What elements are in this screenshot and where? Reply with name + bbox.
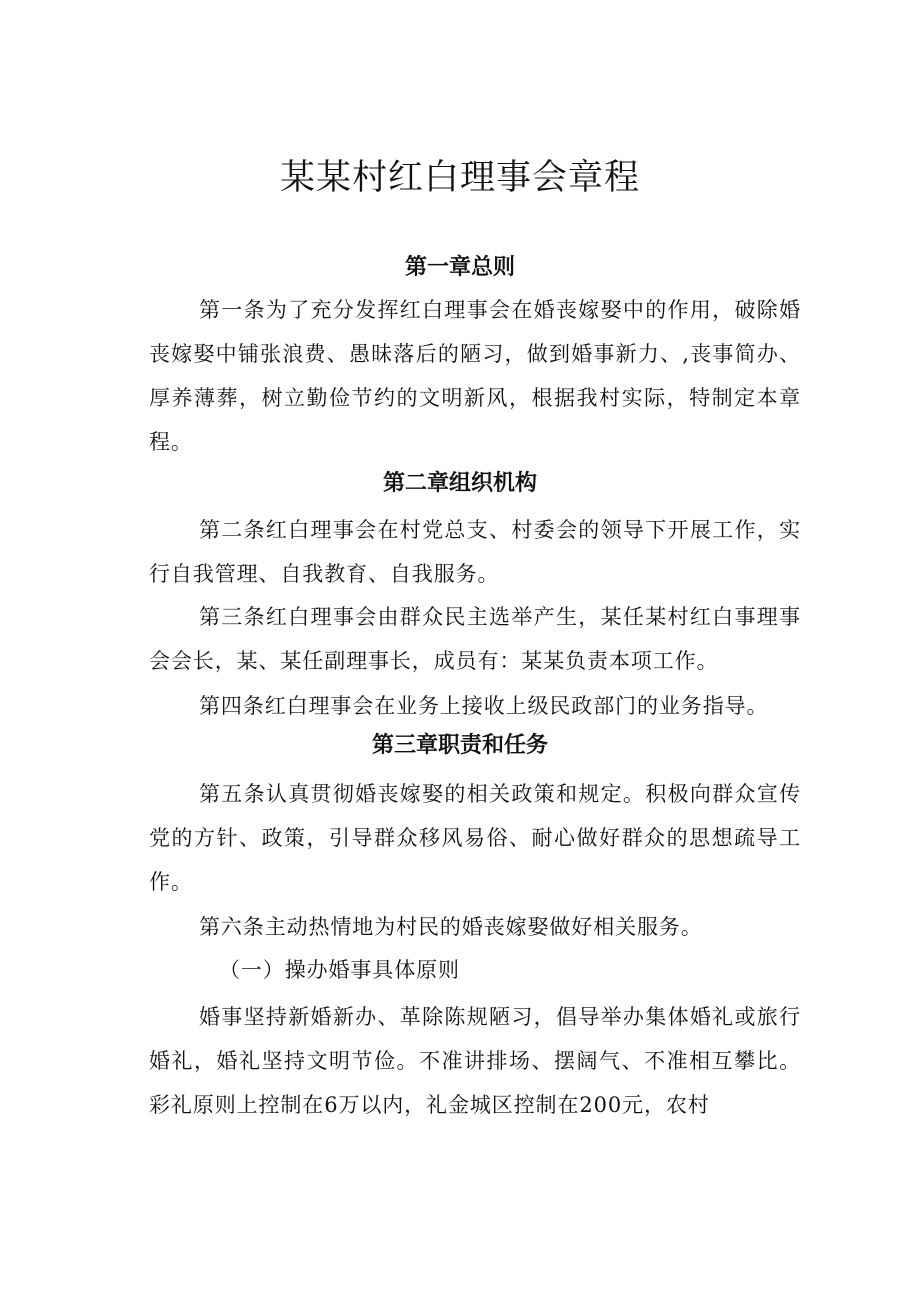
article-5: 第五条认真贯彻婚丧嫁娶的相关政策和规定。积极向群众宣传党的方针、政策，引导群众移风易俗、耐心做好群众的思想疏导工作。 — [149, 782, 801, 894]
article-1: 第一条为了充分发挥红白理事会在婚丧嫁娶中的作用，破除婚丧嫁娶中铺张浪费、愚昧落后的陋习，做到婚事新力、,丧事简办、厚养薄葬，树立勤俭节约的文明新风，根据我村实际，特制定本章程。 — [149, 298, 801, 454]
article-6: 第六条主动热情地为村民的婚丧嫁娶做好相关服务。 — [199, 915, 703, 939]
article-4: 第四条红白理事会在业务上接收上级民政部门的业务指导。 — [199, 694, 769, 718]
document-title: 某某村红白理事会章程 — [279, 158, 640, 198]
chapter-heading-1: 第一章总则 — [404, 255, 515, 280]
subsection-heading-1: （一）操办婚事具体原则 — [219, 958, 460, 982]
article-2: 第二条红白理事会在村党总支、村委会的领导下开展工作，实行自我管理、自我教育、自我服务。 — [149, 518, 801, 586]
chapter-heading-3: 第三章职责和任务 — [371, 733, 548, 758]
chapter-heading-2: 第二章组织机构 — [382, 471, 537, 496]
wedding-principles: 婚事坚持新婚新办、革除陈规陋习，倡导举办集体婚礼或旅行婚礼，婚礼坚持文明节俭。不准讲排场、摆阔气、不准相互攀比。彩礼原则上控制在6万以内，礼金城区控制在200元，农村 — [149, 1005, 801, 1117]
article-3: 第三条红白理事会由群众民主选举产生，某任某村红白事理事会会长，某、某任副理事长，成员有：某某负责本项工作。 — [149, 605, 801, 673]
